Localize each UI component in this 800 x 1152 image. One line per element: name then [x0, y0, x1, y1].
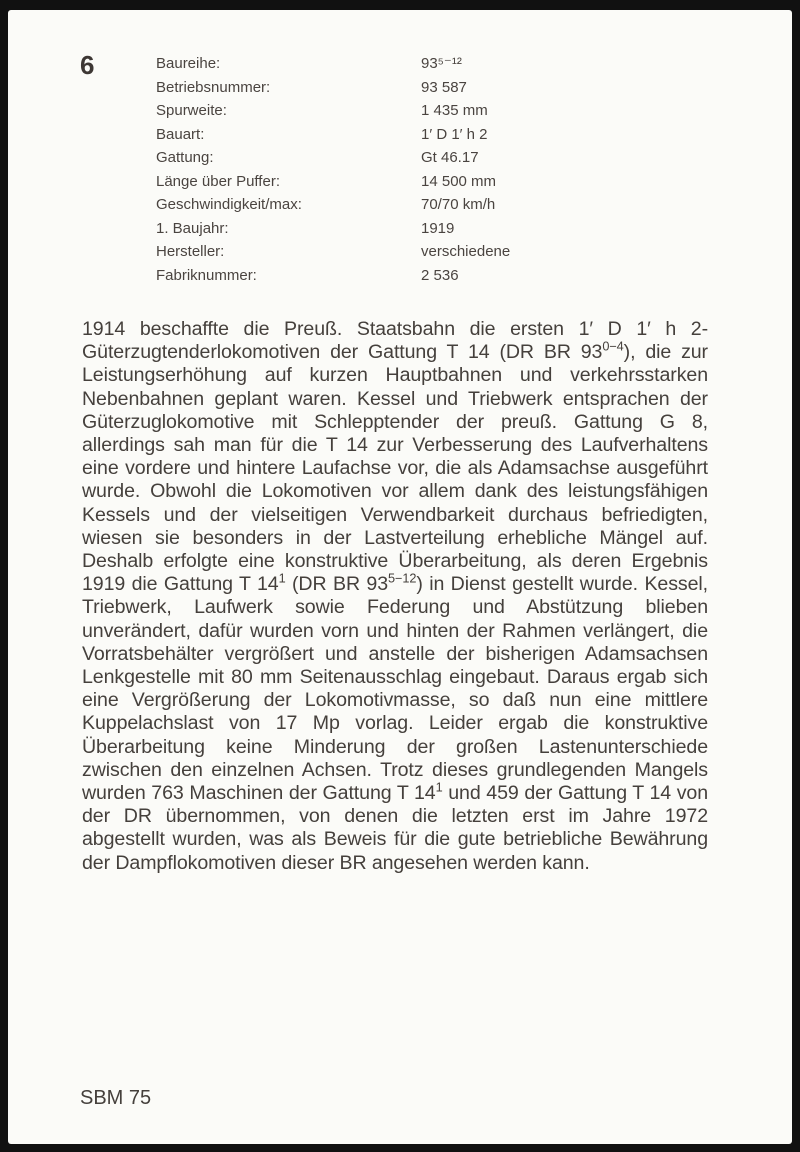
spec-value: 93⁵⁻¹² — [421, 55, 462, 72]
text-segment: 1914 beschaffte die Preuß. Staatsbahn die ersten 1′ D 1′ h 2-Güterzugtenderlokomotiven der Gattung T 14 (DR BR 93 — [82, 318, 708, 364]
description-text — [82, 318, 708, 875]
text-segment: ), die zur Leistungserhöhung auf kurzen Hauptbahnen und verkehrsstarken Nebenbahnen geplant waren. Kessel und Triebwerk entsprachen der Güterzuglokomotive mit Schlepptender der preuß. Gattung G 8, allerdings sah man für die T 14 zur Verbesserung des Laufverhaltens eine vordere und hintere Laufachse vor, die als Adamsachse ausgeführt wurde. Obwohl die Lokomotiven vor allem dank des leistungsfähigen Kessels und der vielseitigen Verwendbarkeit durchaus befriedigten, wiesen sie besonders in der Lastverteilung erhebliche Mängel auf. Deshalb erfolgte eine konstruktive Überarbeitung, als deren Ergebnis 1919 die Gattung T 14 — [82, 341, 708, 596]
card-number: 6 — [80, 50, 95, 80]
spec-value: Gt 46.17 — [421, 149, 479, 166]
spec-label: Länge über Puffer: — [156, 172, 280, 190]
spec-row — [156, 240, 510, 264]
spec-value: 1′ D 1′ h 2 — [421, 125, 488, 143]
spec-label: Gattung: — [156, 149, 214, 166]
text-segment: ) in Dienst gestellt wurde. Kessel, Triebwerk, Laufwerk sowie Federung und Abstützung blieben unverändert, dafür wurden vorn und hinten der Rahmen verlängert, die Vorratsbehälter vergrößert und anstelle der bisherigen Adamsachsen Lenkgestelle mit 80 mm Seitenausschlag eingebaut. Daraus ergab sich eine Vergrößerung der Lokomotivmasse, so daß nun eine mittlere Kuppelachslast von 17 Mp vorlag. Leider ergab die konstruktive Überarbeitung keine Minderung der großen Lastenunterschiede zwischen den einzelnen Achsen. Trotz dieses grundlegenden Mangels wurden 763 Maschinen der Gattung T 14 — [82, 573, 708, 805]
spec-row — [156, 170, 510, 194]
spec-label: Fabriknummer: — [156, 266, 257, 284]
superscript: 1 — [435, 779, 443, 795]
text-segment: und 459 der Gattung T 14 von der DR übernommen, von denen die letzten erst im Jahre 1972 abgestellt wurden, was als Beweis für die gute betriebliche Bewährung der Dampflokomotiven dieser BR angesehen werden kann. — [82, 782, 709, 874]
spec-value: 70/70 km/h — [421, 196, 496, 213]
spec-label: Spurweite: — [156, 102, 227, 119]
superscript: 1 — [278, 570, 286, 586]
spec-label: Bauart: — [156, 125, 205, 143]
series-code: SBM 75 — [80, 1087, 152, 1109]
spec-value: 93 587 — [421, 78, 467, 96]
spec-value: 1 435 mm — [421, 102, 488, 119]
spec-label: Betriebsnummer: — [156, 78, 271, 96]
spec-table — [156, 52, 510, 287]
spec-row — [156, 123, 510, 147]
spec-value: 14 500 mm — [421, 172, 497, 190]
spec-label: Hersteller: — [156, 243, 225, 260]
spec-label: Geschwindigkeit/max: — [156, 196, 302, 213]
text-segment: (DR BR 93 — [285, 573, 389, 596]
superscript: 0−4 — [602, 338, 624, 354]
spec-row — [156, 99, 510, 123]
spec-value: 2 536 — [421, 266, 459, 284]
spec-row — [156, 193, 510, 217]
spec-label: Baureihe: — [156, 55, 221, 72]
spec-row — [156, 217, 510, 241]
spec-value: verschiedene — [421, 243, 511, 260]
spec-row — [156, 264, 510, 288]
locomotive-card — [8, 10, 792, 1144]
spec-row — [156, 52, 510, 76]
spec-label: 1. Baujahr: — [156, 219, 229, 237]
spec-row — [156, 146, 510, 170]
spec-value: 1919 — [421, 219, 455, 237]
spec-row — [156, 76, 510, 100]
superscript: 5−12 — [388, 570, 417, 586]
